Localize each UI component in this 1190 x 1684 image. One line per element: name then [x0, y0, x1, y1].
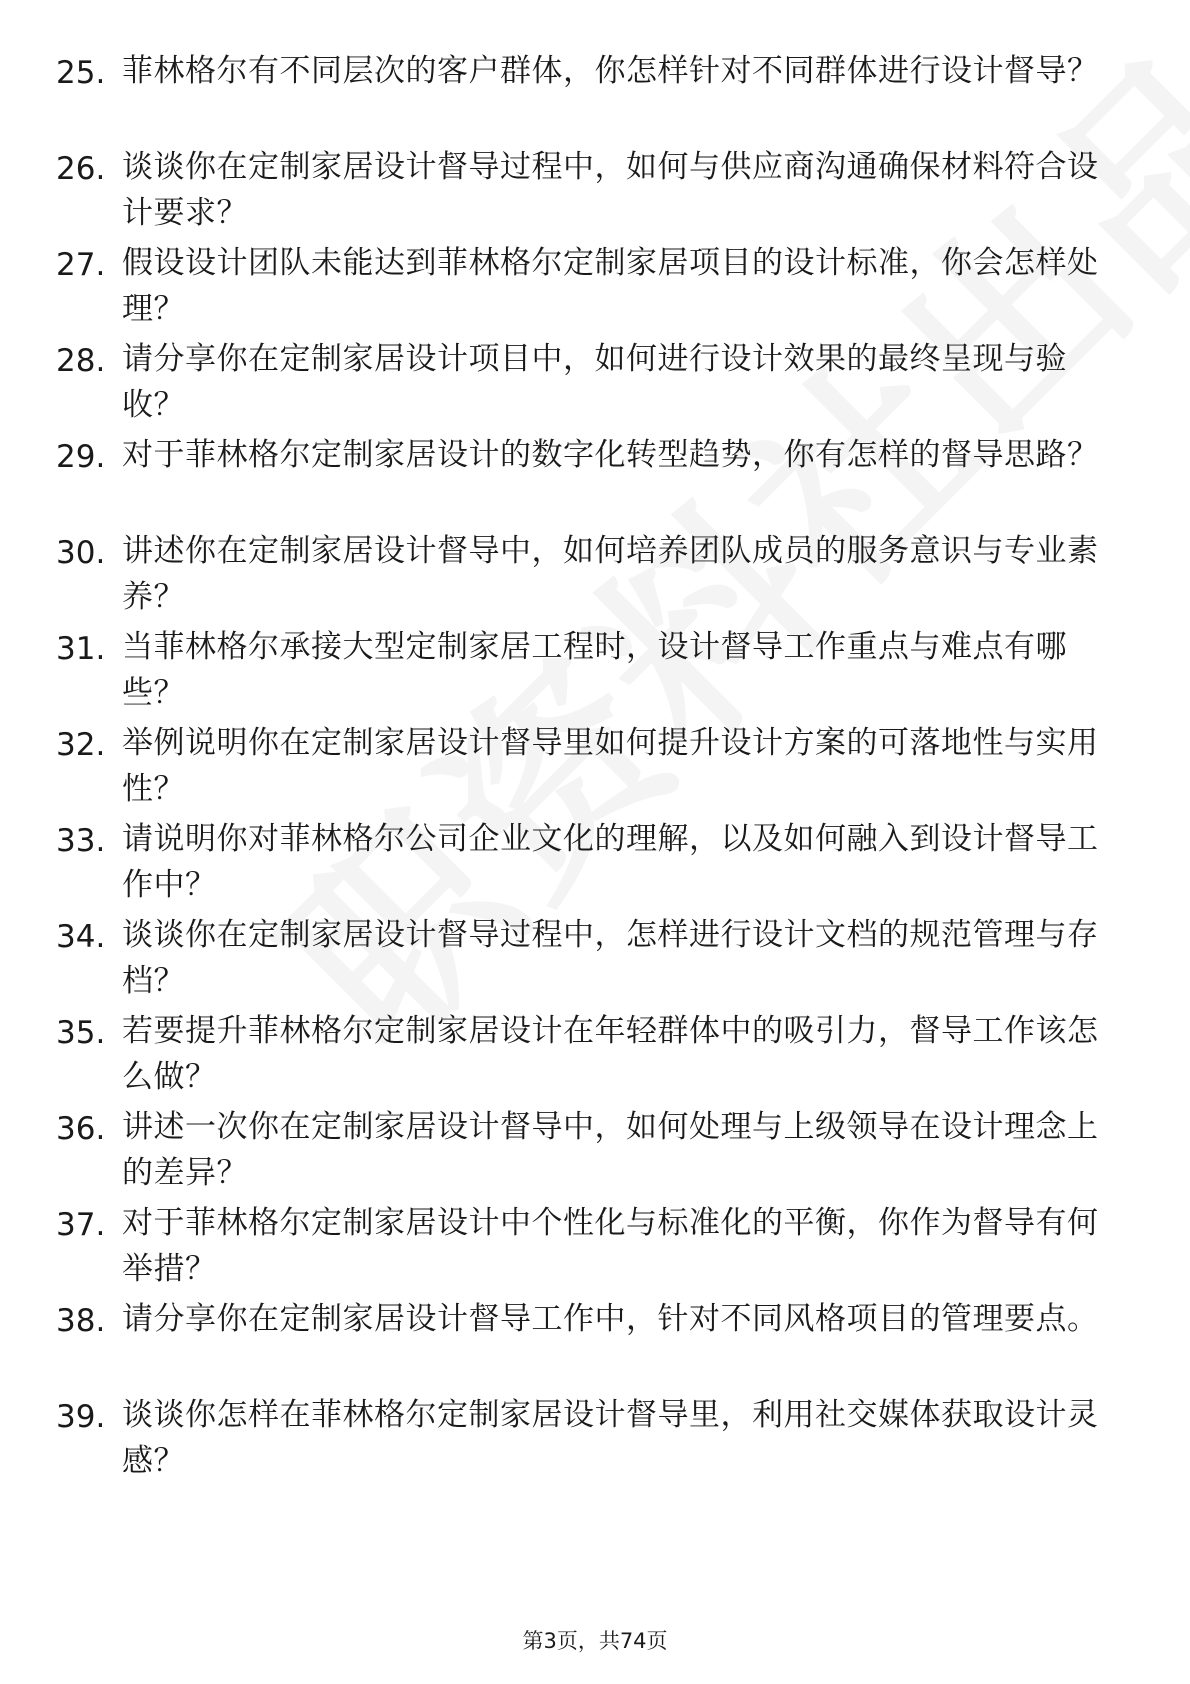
question-text: 谈谈你怎样在菲林格尔定制家居设计督导里，利用社交媒体获取设计灵感？ [122, 1397, 1099, 1479]
question-number: 26. [56, 151, 106, 187]
question-number: 29. [56, 439, 106, 475]
question-number: 36. [56, 1111, 106, 1147]
question-number: 35. [56, 1015, 106, 1051]
question-number: 28. [56, 343, 106, 379]
question-text: 请说明你对菲林格尔公司企业文化的理解，以及如何融入到设计督导工作中？ [122, 821, 1099, 903]
question-item [56, 1008, 1116, 1108]
question-text: 对于菲林格尔定制家居设计的数字化转型趋势，你有怎样的督导思路？ [122, 437, 1099, 473]
question-item [56, 720, 1116, 820]
question-number: 25. [56, 55, 106, 91]
question-item [56, 144, 1116, 244]
question-number: 30. [56, 535, 106, 571]
question-item [56, 1200, 1116, 1300]
question-text: 举例说明你在定制家居设计督导里如何提升设计方案的可落地性与实用性？ [122, 725, 1099, 807]
question-text: 谈谈你在定制家居设计督导过程中，怎样进行设计文档的规范管理与存档？ [122, 917, 1099, 999]
question-text: 讲述你在定制家居设计督导中，如何培养团队成员的服务意识与专业素养？ [122, 533, 1099, 615]
question-item [56, 432, 1116, 532]
question-item [56, 336, 1116, 436]
question-item [56, 816, 1116, 916]
question-item [56, 528, 1116, 628]
question-text: 对于菲林格尔定制家居设计中个性化与标准化的平衡，你作为督导有何举措？ [122, 1205, 1099, 1287]
question-text: 若要提升菲林格尔定制家居设计在年轻群体中的吸引力，督导工作该怎么做？ [122, 1013, 1099, 1095]
page-number-footer: 第3页，共74页 [522, 1629, 668, 1653]
question-number: 38. [56, 1303, 106, 1339]
question-item [56, 624, 1116, 724]
question-item [56, 912, 1116, 1012]
question-number: 32. [56, 727, 106, 763]
question-text: 谈谈你在定制家居设计督导过程中，如何与供应商沟通确保材料符合设计要求？ [122, 149, 1099, 231]
question-item [56, 1296, 1116, 1396]
question-text: 请分享你在定制家居设计督导工作中，针对不同风格项目的管理要点。 [122, 1301, 1099, 1337]
question-text: 假设设计团队未能达到菲林格尔定制家居项目的设计标准，你会怎样处理？ [122, 245, 1099, 327]
question-item [56, 48, 1116, 148]
question-text: 菲林格尔有不同层次的客户群体，你怎样针对不同群体进行设计督导？ [122, 53, 1099, 89]
question-item [56, 1392, 1116, 1492]
question-text: 当菲林格尔承接大型定制家居工程时，设计督导工作重点与难点有哪些？ [122, 629, 1067, 711]
question-item [56, 240, 1116, 340]
question-number: 31. [56, 631, 106, 667]
question-text: 讲述一次你在定制家居设计督导中，如何处理与上级领导在设计理念上的差异？ [122, 1109, 1099, 1191]
question-item [56, 1104, 1116, 1204]
question-text: 请分享你在定制家居设计项目中，如何进行设计效果的最终呈现与验收？ [122, 341, 1067, 423]
question-number: 39. [56, 1399, 106, 1435]
question-number: 37. [56, 1207, 106, 1243]
question-number: 33. [56, 823, 106, 859]
question-number: 34. [56, 919, 106, 955]
question-number: 27. [56, 247, 106, 283]
